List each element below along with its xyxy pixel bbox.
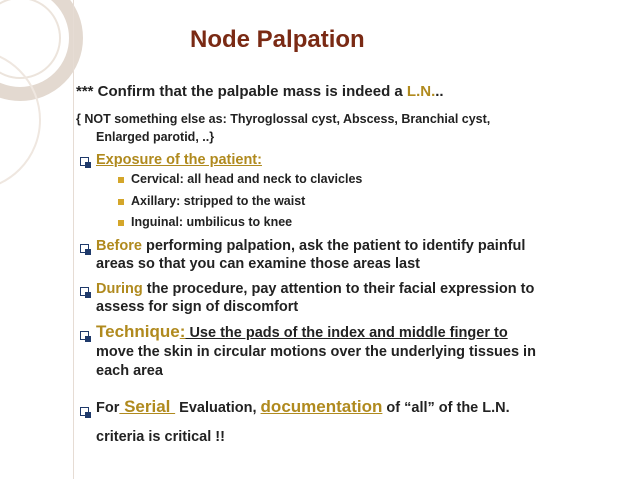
exposure-label: Exposure of the patient: [96, 152, 262, 168]
brace-line-1: { NOT something else as: Thyroglossal cyst, Abscess, Branchial cyst, [76, 112, 491, 126]
exposure-item: Inguinal: umbilicus to knee [131, 215, 293, 229]
technique-keyword: Technique [96, 322, 180, 341]
confirm-text: *** Confirm that the palpable mass is indeed a [76, 83, 407, 100]
during-line-1 [96, 281, 534, 297]
serial-middle: Evaluation, [175, 400, 261, 416]
before-line-2: areas so that you can examine those areas last [96, 256, 420, 272]
technique-text: Use the pads of the index and middle finger to [185, 325, 508, 341]
during-line-2: assess for sign of discomfort [96, 299, 299, 315]
filled-square-bullet-icon [118, 220, 124, 226]
hollow-square-bullet-icon [80, 407, 89, 416]
technique-colon: : [179, 322, 186, 341]
hollow-square-bullet-icon [80, 331, 89, 340]
serial-keyword: Serial [119, 397, 176, 416]
page-title: Node Palpation [190, 26, 365, 53]
before-keyword: Before [96, 238, 142, 254]
serial-prefix: For [96, 400, 120, 416]
technique-line-1 [96, 322, 508, 342]
brace-line-2: Enlarged parotid, ..} [96, 130, 215, 144]
during-keyword: During [96, 281, 143, 297]
filled-square-bullet-icon [118, 177, 124, 183]
serial-text: of “all” of the L.N. [382, 400, 510, 416]
vertical-divider [73, 0, 74, 479]
ln-term: L.N. [406, 83, 436, 100]
exposure-item: Cervical: all head and neck to clavicles [131, 172, 363, 186]
technique-line-3: each area [96, 363, 163, 379]
serial-line-1 [96, 397, 510, 417]
documentation-keyword: documentation [260, 397, 383, 416]
hollow-square-bullet-icon [80, 287, 89, 296]
technique-line-2: move the skin in circular motions over the underlying tissues in [96, 344, 536, 360]
hollow-square-bullet-icon [80, 157, 89, 166]
before-text: performing palpation, ask the patient to identify painful [141, 238, 526, 254]
confirm-suffix: .. [435, 83, 444, 100]
exposure-item: Axillary: stripped to the waist [131, 194, 306, 208]
during-text: the procedure, pay attention to their facial expression to [142, 281, 535, 297]
filled-square-bullet-icon [118, 199, 124, 205]
hollow-square-bullet-icon [80, 244, 89, 253]
before-line-1 [96, 238, 525, 254]
confirm-line [76, 83, 444, 100]
serial-line-2: criteria is critical !! [96, 429, 225, 445]
